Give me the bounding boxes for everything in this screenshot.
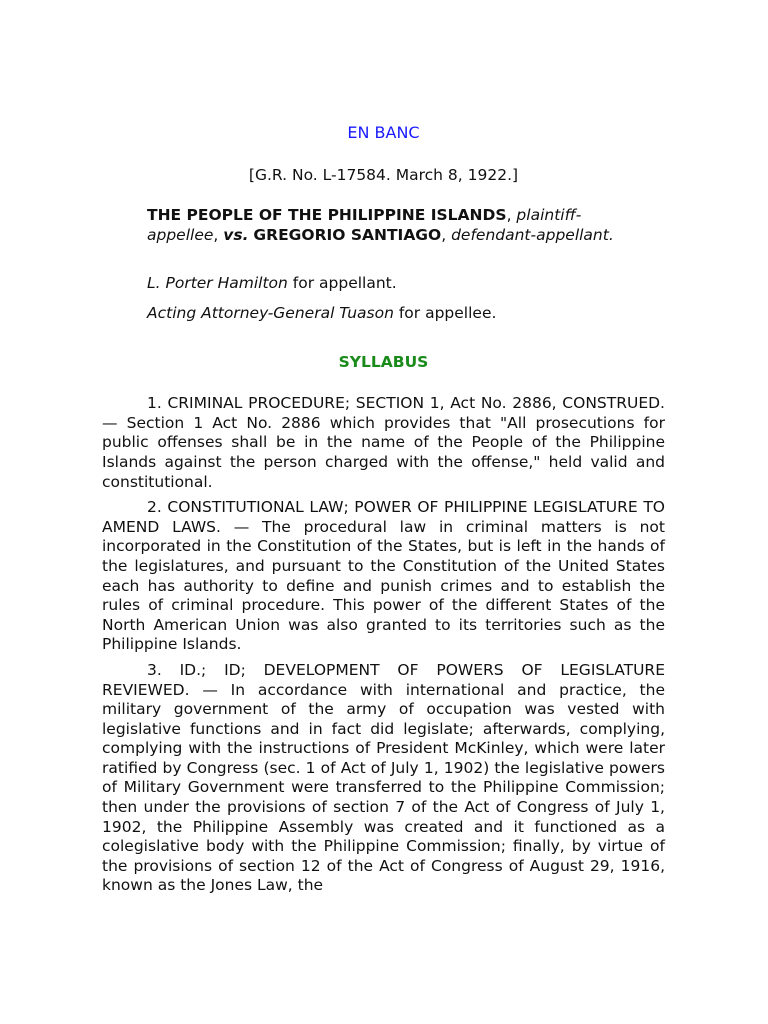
counsel-name: L. Porter Hamilton xyxy=(147,274,288,293)
syllabus-item: 1. CRIMINAL PROCEDURE; SECTION 1, Act No. 2886, CONSTRUED. — Section 1 Act No. 2886 which provides that "All prosecutions for public offenses shall be in the name of the People of the Philippine Islands against the person charged with the offense," held valid and constitutional. xyxy=(102,394,665,491)
parties-separator: , xyxy=(213,225,224,244)
defendant-name: GREGORIO SANTIAGO xyxy=(253,225,442,244)
court-division: EN BANC xyxy=(347,123,420,142)
syllabus-heading: SYLLABUS xyxy=(338,353,429,372)
syllabus-item: 3. ID.; ID; DEVELOPMENT OF POWERS OF LEGISLATURE REVIEWED. — In accordance with international and practice, the military government of the army of occupation was vested with legislative functions and in fact did legislate; afterwards, complying, complying with the instructions of President McKinley, which were later ratified by Congress (sec. 1 of Act of July 1, 1902) the legislative powers of Military Government were transferred to the Philippine Commission; then under the provisions of section 7 of the Act of Congress of July 1, 1902, the Philippine Assembly was created and it functioned as a colegislative body with the Philippine Commission; finally, by virtue of the provisions of section 12 of the Act of Congress of August 29, 1916, known as the Jones Law, the xyxy=(102,660,665,895)
counsel-role: for appellee. xyxy=(393,304,497,323)
counsel-name: Acting Attorney-General Tuason xyxy=(147,304,394,323)
counsel-appellant xyxy=(147,272,665,294)
versus-label: vs. xyxy=(223,225,249,244)
defendant-role: defendant-appellant xyxy=(451,225,609,244)
plaintiff-name: THE PEOPLE OF THE PHILIPPINE ISLANDS xyxy=(147,206,507,224)
counsel-role: for appellant. xyxy=(287,274,397,293)
parties-separator: , xyxy=(441,225,452,244)
counsel-appellee xyxy=(147,302,665,324)
parties-end: . xyxy=(608,225,614,244)
case-number: [G.R. No. L-17584. March 8, 1922.] xyxy=(248,166,519,184)
parties-separator: , xyxy=(506,206,517,224)
case-parties xyxy=(147,206,617,245)
document-page xyxy=(102,122,665,896)
syllabus-item: 2. CONSTITUTIONAL LAW; POWER OF PHILIPPINE LEGISLATURE TO AMEND LAWS. — The procedural law in criminal matters is not incorporated in the Constitution of the States, but is left in the hands of the legislatures, and pursuant to the Constitution of the United States each has authority to define and punish crimes and to establish the rules of criminal procedure. This power of the different States of the North American Union was also granted to its territories such as the Philippine Islands. xyxy=(102,498,665,654)
plaintiff-role: plaintiff-appellee xyxy=(147,206,582,244)
